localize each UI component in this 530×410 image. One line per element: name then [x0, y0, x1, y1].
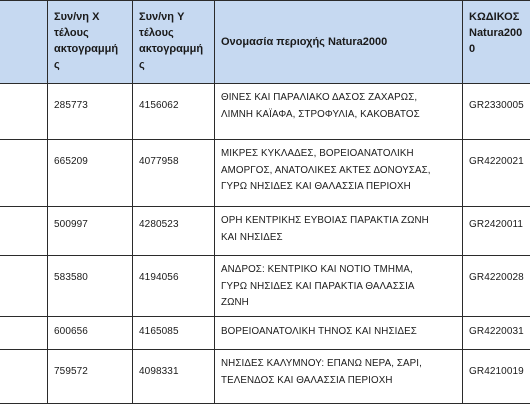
- site-name-line: ΑΝΔΡΟΣ: ΚΕΝΤΡΙΚΟ ΚΑΙ ΝΟΤΙΟ ΤΜΗΜΑ,: [221, 264, 413, 275]
- header-line: τέλους: [54, 27, 89, 39]
- cell-x-end: 665209: [48, 140, 133, 207]
- site-name-line: ΝΗΣΙΔΕΣ ΚΑΛΥΜΝΟΥ: ΕΠΑΝΩ ΝΕΡΑ, ΣΑΡΙ,: [221, 358, 422, 369]
- cell-y-start: [0, 207, 48, 256]
- cell-y-start: [0, 317, 48, 350]
- site-name-line: ΓΥΡΩ ΝΗΣΙΔΕΣ ΚΑΙ ΘΑΛΑΣΣΙΑ ΠΕΡΙΟΧΗ: [221, 181, 411, 192]
- header-line: ακτογραμμή: [139, 43, 204, 55]
- cell-site-name: [215, 207, 463, 256]
- cell-site-code: GR4220021: [463, 140, 530, 207]
- cell-y-start: [0, 84, 48, 140]
- cell-x-end: 759572: [48, 350, 133, 404]
- site-name-line: ΚΑΙ ΝΗΣΙΔΕΣ: [221, 231, 283, 243]
- cell-y-end: 4156062: [133, 84, 215, 140]
- header-line: Συν/νη Χ: [54, 11, 100, 23]
- cell-y-start: [0, 140, 48, 207]
- cell-site-code: GR4210019: [463, 350, 530, 404]
- site-name-line: ΜΙΚΡΕΣ ΚΥΚΛΑΔΕΣ, ΒΟΡΕΙΟΑΝΑΤΟΛΙΚΗ: [221, 148, 414, 159]
- cell-site-code: GR4220028: [463, 256, 530, 317]
- cell-site-name: [215, 350, 463, 404]
- header-y-end: [133, 1, 215, 84]
- cell-site-code: GR4220031: [463, 317, 530, 350]
- header-line: ς: [54, 59, 60, 71]
- header-line: Natura200: [469, 27, 523, 39]
- header-line: [0, 41, 43, 57]
- table-row: [0, 84, 530, 140]
- table-body: [0, 84, 530, 404]
- cell-site-name: [215, 140, 463, 207]
- header-line: ακτογραμμή: [54, 43, 119, 55]
- header-line: τέλους: [139, 27, 174, 39]
- table-row: [0, 350, 530, 404]
- cell-y-end: 4194056: [133, 256, 215, 317]
- table-row: [0, 140, 530, 207]
- cell-x-end: 583580: [48, 256, 133, 317]
- table-row: [0, 256, 530, 317]
- header-x-end: [48, 1, 133, 84]
- cell-y-end: 4280523: [133, 207, 215, 256]
- header-line: [0, 9, 43, 25]
- cell-x-end: 600656: [48, 317, 133, 350]
- cell-x-end: 500997: [48, 207, 133, 256]
- header-line: [0, 25, 43, 41]
- header-line: 0: [469, 43, 476, 55]
- header-y-start: [0, 1, 48, 84]
- cell-site-code: GR2330005: [463, 84, 530, 140]
- cell-site-name: [215, 317, 463, 350]
- table-row: [0, 207, 530, 256]
- site-name-line: ΑΜΟΡΓΟΣ, ΑΝΑΤΟΛΙΚΕΣ ΑΚΤΕΣ ΔΟΝΟΥΣΑΣ,: [221, 164, 431, 176]
- cell-y-end: 4165085: [133, 317, 215, 350]
- cell-y-end: 4098331: [133, 350, 215, 404]
- site-name-line: ΘΙΝΕΣ ΚΑΙ ΠΑΡΑΛΙΑΚΟ ΔΑΣΟΣ ΖΑΧΑΡΩΣ,: [221, 92, 418, 103]
- site-name-line: ΓΥΡΩ ΝΗΣΙΔΕΣ ΚΑΙ ΠΑΡΑΚΤΙΑ ΘΑΛΑΣΣΙΑ: [221, 280, 415, 292]
- header-site-name: [215, 1, 463, 84]
- header-line: Συν/νη Y: [139, 11, 185, 23]
- table-header: [0, 1, 530, 84]
- cell-y-start: [0, 350, 48, 404]
- site-name-line: ΖΩΝΗ: [221, 297, 249, 308]
- site-name-line: ΤΕΛΕΝΔΟΣ ΚΑΙ ΘΑΛΑΣΣΙΑ ΠΕΡΙΟΧΗ: [221, 374, 393, 386]
- cell-y-start: [0, 256, 48, 317]
- header-line: Ονομασία περιοχής Natura2000: [221, 36, 388, 48]
- cell-site-name: [215, 256, 463, 317]
- header-site-code: [463, 1, 530, 84]
- cell-site-code: GR2420011: [463, 207, 530, 256]
- site-name-line: ΟΡΗ ΚΕΝΤΡΙΚΗΣ ΕΥΒΟΙΑΣ ΠΑΡΑΚΤΙΑ ΖΩΝΗ: [221, 215, 429, 226]
- header-row: [0, 1, 530, 84]
- cell-y-end: 4077958: [133, 140, 215, 207]
- site-name-line: ΒΟΡΕΙΟΑΝΑΤΟΛΙΚΗ ΤΗΝΟΣ ΚΑΙ ΝΗΣΙΔΕΣ: [221, 326, 417, 337]
- site-name-line: ΛΙΜΝΗ ΚΑΪΑΦΑ, ΣΤΡΟΦΥΛΙΑ, ΚΑΚΟΒΑΤΟΣ: [221, 108, 420, 120]
- cell-x-end: 285773: [48, 84, 133, 140]
- table-row: [0, 317, 530, 350]
- cell-site-name: [215, 84, 463, 140]
- header-line: ΚΩΔΙΚΟΣ: [469, 11, 520, 23]
- header-line: ς: [139, 59, 145, 71]
